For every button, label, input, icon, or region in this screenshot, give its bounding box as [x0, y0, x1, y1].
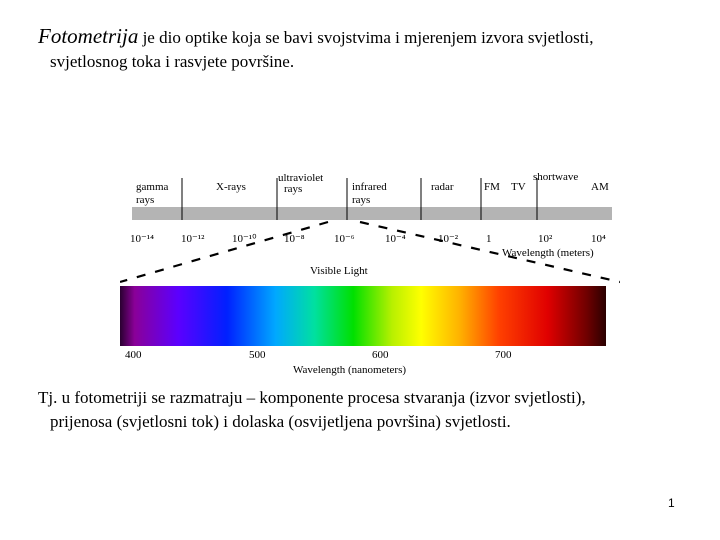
wavelength-nanometers-label: Wavelength (nanometers): [293, 364, 407, 376]
visible-tick-400: 400: [125, 349, 142, 361]
region-tv: TV: [511, 181, 526, 193]
visible-tick-600: 600: [372, 349, 389, 361]
electromagnetic-spectrum-figure: [120, 166, 620, 381]
wavelength-meters-label: Wavelength (meters): [502, 247, 594, 259]
tick-1e-14: 10⁻¹⁴: [130, 233, 154, 245]
spectrum-bar: [132, 207, 612, 220]
term-fotometrija: Fotometrija: [38, 24, 139, 48]
tick-1: 1: [486, 233, 492, 245]
region-xrays: X-rays: [216, 181, 246, 193]
visible-spectrum-strip: [120, 286, 606, 346]
closing-line-2: prijenosa (svjetlosni tok) i dolaska (osvijetljena površina) svjetlosti.: [50, 412, 511, 431]
region-ultraviolet-sub: rays: [284, 183, 303, 195]
tick-1e-10: 10⁻¹⁰: [232, 233, 257, 245]
tick-1e2: 10²: [538, 233, 553, 245]
visible-tick-500: 500: [249, 349, 266, 361]
region-gamma: gamma: [136, 181, 169, 193]
tick-1e-4: 10⁻⁴: [385, 233, 406, 245]
region-shortwave: shortwave: [533, 171, 579, 183]
tick-1e4: 10⁴: [591, 233, 606, 245]
region-fm: FM: [484, 181, 500, 193]
visible-tick-700: 700: [495, 349, 512, 361]
tick-1e-12: 10⁻¹²: [181, 233, 205, 245]
intro-line-1: je dio optike koja se bavi svojstvima i mjerenjem izvora svjetlosti,: [138, 28, 594, 47]
intro-paragraph: [38, 24, 708, 74]
intro-line-2: svjetlosnog toka i rasvjete površine.: [50, 52, 295, 71]
region-am: AM: [591, 181, 609, 193]
closing-line-1: Tj. u fotometriji se razmatraju – komponente procesa stvaranja (izvor svjetlosti),: [38, 388, 586, 407]
page-number: 1: [668, 496, 675, 510]
tick-1e-6: 10⁻⁶: [334, 233, 355, 245]
closing-paragraph: [38, 386, 708, 434]
tick-1e-2: 10⁻²: [438, 233, 459, 245]
tick-1e-8: 10⁻⁸: [284, 233, 305, 245]
region-radar: radar: [431, 181, 454, 193]
region-gamma-sub: rays: [136, 194, 155, 206]
region-ultraviolet: ultraviolet: [278, 172, 324, 184]
region-infrared-sub: rays: [352, 194, 371, 206]
visible-light-title: Visible Light: [310, 265, 368, 277]
region-infrared: infrared: [352, 181, 387, 193]
